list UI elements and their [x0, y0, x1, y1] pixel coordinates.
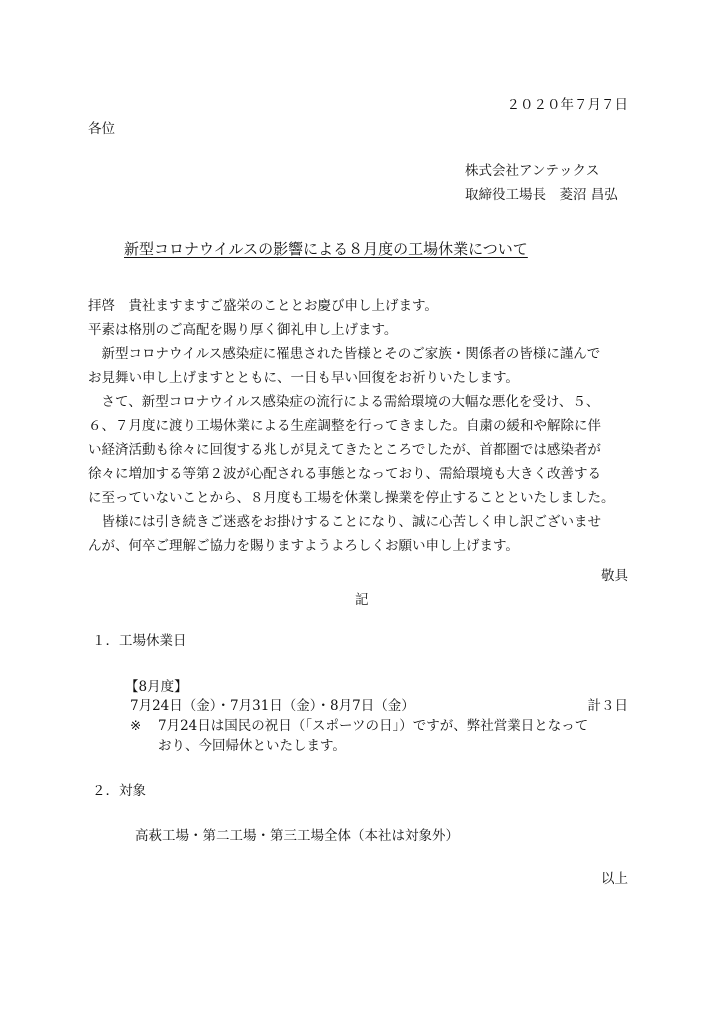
- signer-name: 取締役工場長 菱沼 昌弘: [465, 187, 618, 203]
- body-line: 新型コロナウイルス感染症に罹患された皆様とそのご家族・関係者の皆様に謹んで: [88, 346, 601, 362]
- body-line: んが、何卒ご理解ご協力を賜りますようよろしくお願い申し上げます。: [88, 538, 519, 554]
- document-date: ２０２０年７月７日: [506, 97, 628, 113]
- body-line: さて、新型コロナウイルス感染症の流行による需給環境の大幅な悪化を受け、５、: [88, 394, 600, 410]
- body-line: 拝啓 貴社ますますご盛栄のこととお慶び申し上げます。: [88, 298, 438, 314]
- note-line: おり、今回帰休といたします。: [158, 738, 346, 754]
- document-title: 新型コロナウイルスの影響による８月度の工場休業について: [124, 240, 528, 258]
- body-line: お見舞い申し上げますとともに、一日も早い回復をお祈りいたします。: [88, 370, 519, 386]
- target-factories: 高萩工場・第二工場・第三工場全体（本社は対象外）: [135, 828, 459, 844]
- recipient: 各位: [88, 121, 115, 137]
- note-line: 7月24日は国民の祝日（「スポーツの日」）ですが、弊社営業日となって: [158, 718, 589, 734]
- company-name: 株式会社アンテックス: [465, 163, 600, 179]
- section1-heading: １．工場休業日: [92, 633, 187, 649]
- holiday-dates: 7月24日（金）・7月31日（金）・8月7日（金）: [130, 698, 415, 714]
- body-line: 皆様には引き続きご迷惑をお掛けすることになり、誠に心苦しく申し訳ございませ: [88, 514, 601, 530]
- section2-heading: ２．対象: [92, 783, 146, 799]
- closing-keigu: 敬具: [601, 568, 628, 584]
- body-line: に至っていないことから、８月度も工場を休業し操業を停止することといたしました。: [88, 490, 615, 506]
- month-label: 【8月度】: [125, 679, 188, 695]
- ki-marker: 記: [355, 592, 369, 608]
- body-line: い経済活動も徐々に回復する兆しが見えてきたところでしたが、首都圏では感染者が: [88, 442, 601, 458]
- body-line: 平素は格別のご高配を賜り厚く御礼申し上げます。: [88, 322, 398, 338]
- body-line: 徐々に増加する等第２波が心配される事態となっており、需給環境も大きく改善する: [88, 466, 601, 482]
- closing-ijou: 以上: [601, 871, 628, 887]
- note-mark: ※: [130, 718, 142, 734]
- holiday-total: 計３日: [587, 698, 628, 714]
- body-line: ６、７月度に渡り工場休業による生産調整を行ってきました。自粛の緩和や解除に伴: [88, 418, 601, 434]
